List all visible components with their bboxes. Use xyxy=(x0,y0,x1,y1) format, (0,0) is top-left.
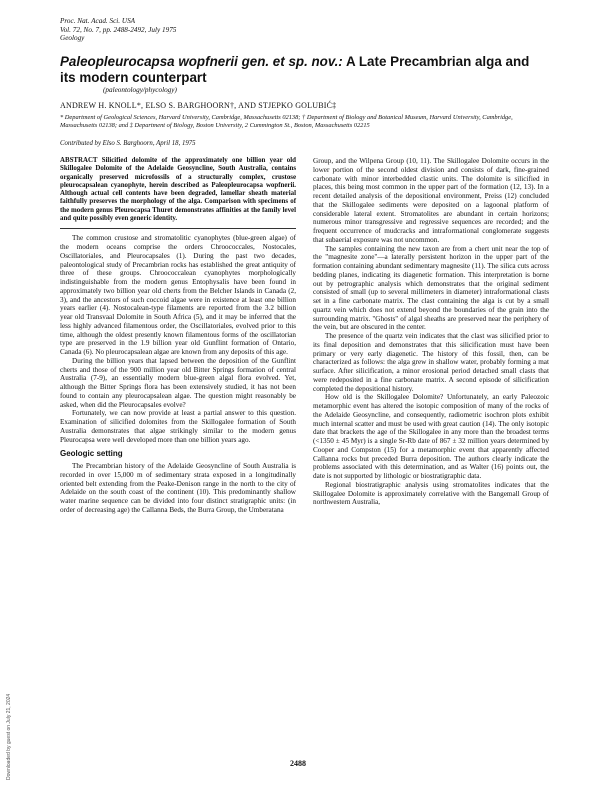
journal-header xyxy=(60,17,176,43)
journal-volume: Vol. 72, No. 7, pp. 2488-2492, July 1975 xyxy=(60,25,177,34)
title-rest: A Late Precambrian alga and its modern counterpart xyxy=(60,54,530,85)
right-column xyxy=(313,157,549,507)
affiliations: * Department of Geological Sciences, Harvard University, Cambridge, Massachusetts 02138; † Department of Biology and Botanical Museum, Harvard University, Cambridge, Massachusetts 02138; and ‡ Department of Biology, Boston University, 2 Cummington St., Boston, Massachusetts 02215 xyxy=(60,114,513,129)
right-paragraph: The presence of the quartz vein indicates that the clast was silicified prior to its final deposition and demonstrates that this silicification must have been primary or very early diagenetic. The history of this fossil, then, can be characterized as follows: the alga grew in shallow water, probably forming a mat surface. After silicification, a minor erosional period detached small clasts that were redeposited in a fine carbonate matrix. A second episode of silicification completed the depositional history. xyxy=(313,332,549,393)
abstract: ABSTRACT Silicified dolomite of the approximately one billion year old Skillogalee Dolomite of the Adelaide Geosyncline, South Australia, contains organically preserved microfossils of a structurally complex, crustose pleurocapsalean cyanophyte, herein described as Paleopleurocapsa wopfnerii. Although actual cell contents have been degraded, lamellar sheath material faithfully preserves the morphology of the alga. Comparison with specimens of the modern genus Pleurocapsa Thuret demonstrates affinities at the family level and quite possibly even generic identity. xyxy=(60,157,296,223)
journal-name: Proc. Nat. Acad. Sci. USA xyxy=(60,17,136,25)
journal-section: Geology xyxy=(60,34,85,43)
right-paragraph: Group, and the Wilpena Group (10, 11). The Skillogalee Dolomite occurs in the lower portion of the second oldest division and consists of dark, fine-grained carbonate with minor interbedded clastic units. The dolomite is silicified in places, this being most common in the upper part of the formation (12, 13). In a recent detailed analysis of the depositional environment, Preiss (12) concluded that the Skillogalee sediments were deposited on a lagoonal platform of considerable lateral extent. Stromatolites are abundant in certain horizons; numerous minor transgressive and regressive sequences are recorded; and the frequent occurrence of mudcracks and intraformational conglomerate suggests that subaerial exposure was not uncommon. xyxy=(313,157,549,244)
section-heading: Geologic setting xyxy=(60,449,123,459)
keywords: (paleontology/phycology) xyxy=(103,86,177,94)
authors: ANDREW H. KNOLL*, ELSO S. BARGHOORN†, AND STJEPKO GOLUBIĆ‡ xyxy=(60,101,337,110)
right-paragraph: The samples containing the new taxon are from a chert unit near the top of the "magnesite zone"—a laterally persistent horizon in the upper part of the formation containing abundant sedimentary magnesite (11). The silica cuts across bedding planes, indicating its diagenetic formation. This interpretation is borne out by petrographic analysis which demonstrates that the original sediment consisted of small (up to several millimeters in diameter) intraformational clasts set in a fine carbonate matrix. The clast containing the alga is cut by a small quartz vein which does not extend beyond the boundaries of the grain into the surrounding matrix. "Ghosts" of algal sheaths are preserved near the periphery of the vein, but are obscured in the center. xyxy=(313,244,549,332)
right-paragraph: Regional biostratigraphic analysis using stromatolites indicates that the Skillogalee Dolomite is approximately correlative with the Bangemall Group of northwestern Australia, xyxy=(313,480,549,507)
abstract-rule xyxy=(60,228,296,229)
left-paragraph: The common crustose and stromatolitic cyanophytes (blue-green algae) of the modern oceans comprise the orders Chroococcales, Nostocales, Oscillatoriales, and Pleurocapsales (1). During the past two decades, paleontological study of Precambrian rocks has established the great antiquity of three of these groups. Chroococcalean cyanophytes morphologically indistinguishable from the modern genus Entophysalis have been found in approximately two billion year old cherts from the Belcher Islands in Canada (2, 3), and the ancestors of such coccoid algae were in existence at least one billion years earlier (4). Nostocalean-type filaments are reported from the 3.2 billion year old Transvaal Dolomite in South Africa (5), and it may be inferred that the less highly advanced filamentous order, the Oscillatoriales, evolved prior to this time, although the oldest presently known filamentous forms of the oscillatorian type are preserved in the 1.9 billion year old Gunflint formation of Ontario, Canada (6). No pleurocapsalean algae are known from any deposits of this age. xyxy=(60,234,296,357)
paper-title xyxy=(60,54,530,85)
side-stamp xyxy=(6,530,14,780)
page-number: 2488 xyxy=(290,759,306,768)
left-paragraph: Fortunately, we can now provide at least a partial answer to this question. Examination of silicified dolomites from the Skillogalee formation of South Australia demonstrates that algae strikingly similar to the modern genus Pleurocapsa were well developed more than one billion years ago. xyxy=(60,409,296,444)
left-paragraph: The Precambrian history of the Adelaide Geosyncline of South Australia is recorded in over 15,000 m of sedimentary strata exposed in a longitudinally oriented belt extending from the Peake-Denison range in the north to the city of Adelaide on the south coast of the continent (10). This predominantly shallow water marine sequence can be divided into four distinct stratigraphic units: (in order of decreasing age) the Callanna Beds, the Burra Group, the Umberatana xyxy=(60,462,296,514)
title-italic: Paleopleurocapsa wopfnerii gen. et sp. nov.: xyxy=(60,54,343,69)
left-column xyxy=(60,157,296,515)
side-stamp-text: Downloaded by guest on July 21, 2024 xyxy=(6,693,12,780)
right-paragraph: How old is the Skillogalee Dolomite? Unfortunately, an early Paleozoic metamorphic event has altered the isotopic composition of many of the rocks of the Adelaide Geosyncline, and consequently, radiometric isochron plots exhibit much internal scatter and must be used with great caution (14). The only isotopic date that brackets the age of the Skillogalee in any more than the broadest terms (<1350 ± 45 Myr) is a single Sr-Rb date of 867 ± 32 million years determined by Cooper and Compston (15) for a metamorphic event that apparently affected Callanna rocks but preceded Burra deposition. The authors clearly indicate the problems associated with this determination, and as Walter (16) points out, the date is not supported by lithologic or biostratigraphic data. xyxy=(313,393,549,480)
contributed-by: Contributed by Elso S. Barghoorn, April 18, 1975 xyxy=(60,140,196,147)
left-paragraph: During the billion years that lapsed between the deposition of the Gunflint cherts and those of the 900 million year old Bitter Springs formation of central Australia (7-9), an essentially modern blue-green algal flora evolved. Yet, although the Bitter Springs flora has been extensively studied, it has not been found to contain any pleurocapsalean algae. The question might reasonably be asked, when did the Pleurocapsales evolve? xyxy=(60,356,296,409)
